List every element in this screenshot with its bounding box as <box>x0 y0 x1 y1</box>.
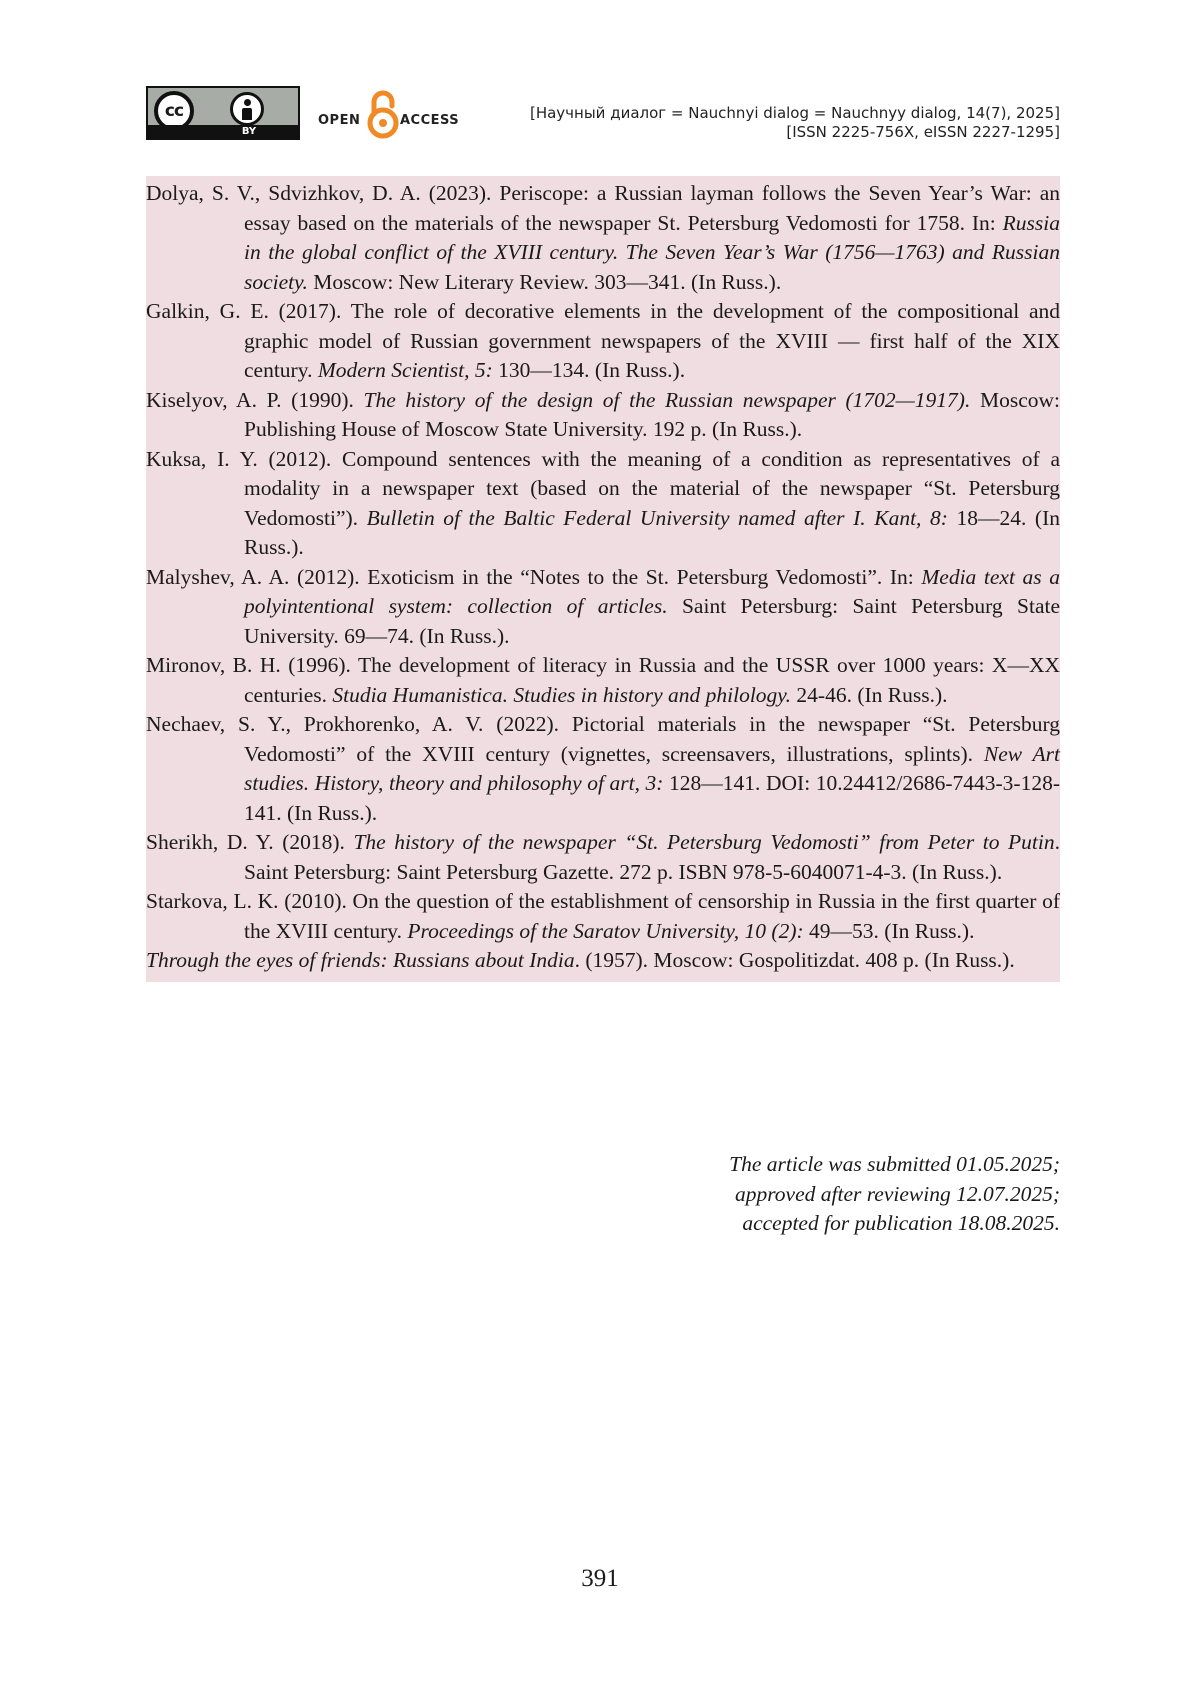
reference-source-title: New Art studies. History, theory and philosophy of art, 3: <box>244 741 1061 795</box>
reference-list <box>146 176 1060 982</box>
reference-source-title: The history of the design of the Russian newspaper (1702—1917). <box>363 387 971 412</box>
reference-text: Starkova, L. K. (2010). On the question of the establishment of censorship in Russia in the first quarter of the XVIII century. <box>146 889 1060 943</box>
reference-source-title: Bulletin of the Baltic Federal University named after I. Kant, 8: <box>366 505 948 530</box>
reference-entry <box>146 179 1060 297</box>
reference-source-title: Russia in the global conflict of the XVIII century. The Seven Year’s War (1756—1763) and Russian society. <box>244 210 1060 294</box>
attribution-person-icon <box>230 92 264 126</box>
reference-text: Mironov, B. H. (1996). The development of literacy in Russia and the USSR over 1000 years: X—XX centuries. <box>146 653 1060 707</box>
journal-citation <box>530 104 1060 142</box>
accepted-date: accepted for publication 18.08.2025. <box>742 1211 1060 1235</box>
reference-text: Malyshev, A. A. (2012). Exoticism in the “Notes to the St. Petersburg Vedomosti”. In: <box>146 564 922 589</box>
reference-text: 130—134. (In Russ.). <box>492 358 686 382</box>
reference-source-title: Through the eyes of friends: Russians about India <box>146 948 575 972</box>
reference-entry <box>146 828 1060 887</box>
reference-text: 128—141. DOI: 10.24412/2686-7443-3-128-141. (In Russ.). <box>244 771 1060 825</box>
article-dates-note <box>729 1150 1060 1239</box>
reference-entry <box>146 563 1060 652</box>
reference-text: Kiselyov, A. P. (1990). <box>146 387 364 412</box>
page-number: 391 <box>581 1565 619 1592</box>
access-word: ACCESS <box>400 113 460 128</box>
reference-text: Moscow: New Literary Review. 303—341. (In Russ.). <box>307 269 782 294</box>
reference-text: . Saint Petersburg: Saint Petersburg Gazette. 272 p. ISBN 978-5-6040071-4-3. (In Russ.). <box>244 830 1060 884</box>
cc-by-license-badge[interactable] <box>146 86 300 140</box>
reference-source-title: Modern Scientist, 5: <box>317 358 493 382</box>
reference-text: . (1957). Moscow: Gospolitizdat. 408 p. (In Russ.). <box>574 948 1015 972</box>
reference-source-title: The history of the newspaper “St. Petersburg Vedomosti” from Peter to Putin <box>353 830 1055 854</box>
by-label: BY <box>241 126 257 137</box>
reference-text: Kuksa, I. Y. (2012). Compound sentences with the meaning of a condition as representatives of a modality in a newspaper text (based on the material of the newspaper “St. Petersburg Vedomosti”). <box>146 446 1060 530</box>
reference-entry <box>146 445 1060 563</box>
reference-source-title: Studia Humanistica. Studies in history and philology. <box>332 682 792 707</box>
reference-text: Sherikh, D. Y. (2018). <box>146 830 354 854</box>
reference-text: Moscow: Publishing House of Moscow State University. 192 p. (In Russ.). <box>244 387 1060 441</box>
reference-text: Dolya, S. V., Sdvizhkov, D. A. (2023). Periscope: a Russian layman follows the Seven Year’s War: an essay based on the materials of the newspaper St. Petersburg Vedomosti for 1758. In: <box>146 181 1060 235</box>
reference-text: Saint Petersburg: Saint Petersburg State University. 69—74. (In Russ.). <box>244 594 1061 648</box>
reference-entry <box>146 887 1060 946</box>
reference-text: Galkin, G. E. (2017). The role of decorative elements in the development of the compositional and graphic model of Russian government newspapers of the XVIII — first half of the XIX century. <box>146 299 1060 382</box>
journal-issn-line: [ISSN 2225-756X, eISSN 2227-1295] <box>786 123 1060 141</box>
reference-text: 24-46. (In Russ.). <box>791 682 948 707</box>
journal-title-line: [Научный диалог = Nauchnyi dialog = Nauchnyy dialog, 14(7), 2025] <box>529 104 1060 122</box>
open-word: OPEN <box>318 113 361 128</box>
submitted-date: The article was submitted 01.05.2025; <box>729 1152 1060 1176</box>
page-header <box>146 84 1060 144</box>
reference-entry <box>146 946 1060 976</box>
reference-source-title: Proceedings of the Saratov University, 10 (2): <box>407 918 804 943</box>
reference-entry <box>146 297 1060 386</box>
cc-icon: cc <box>154 91 194 131</box>
reference-source-title: Media text as a polyintentional system: collection of articles. <box>244 564 1060 618</box>
reference-text: Nechaev, S. Y., Prokhorenko, A. V. (2022). Pictorial materials in the newspaper “St. Petersburg Vedomosti” of the XVIII century (vignettes, screensavers, illustrations, splints). <box>146 712 1060 766</box>
reference-text: 49—53. (In Russ.). <box>803 918 975 943</box>
approved-date: approved after reviewing 12.07.2025; <box>734 1181 1060 1206</box>
reference-entry <box>146 710 1060 828</box>
reference-entry <box>146 651 1060 710</box>
reference-text: 18—24. (In Russ.). <box>244 505 1060 559</box>
open-access-logo <box>318 90 488 140</box>
reference-entry <box>146 386 1060 445</box>
